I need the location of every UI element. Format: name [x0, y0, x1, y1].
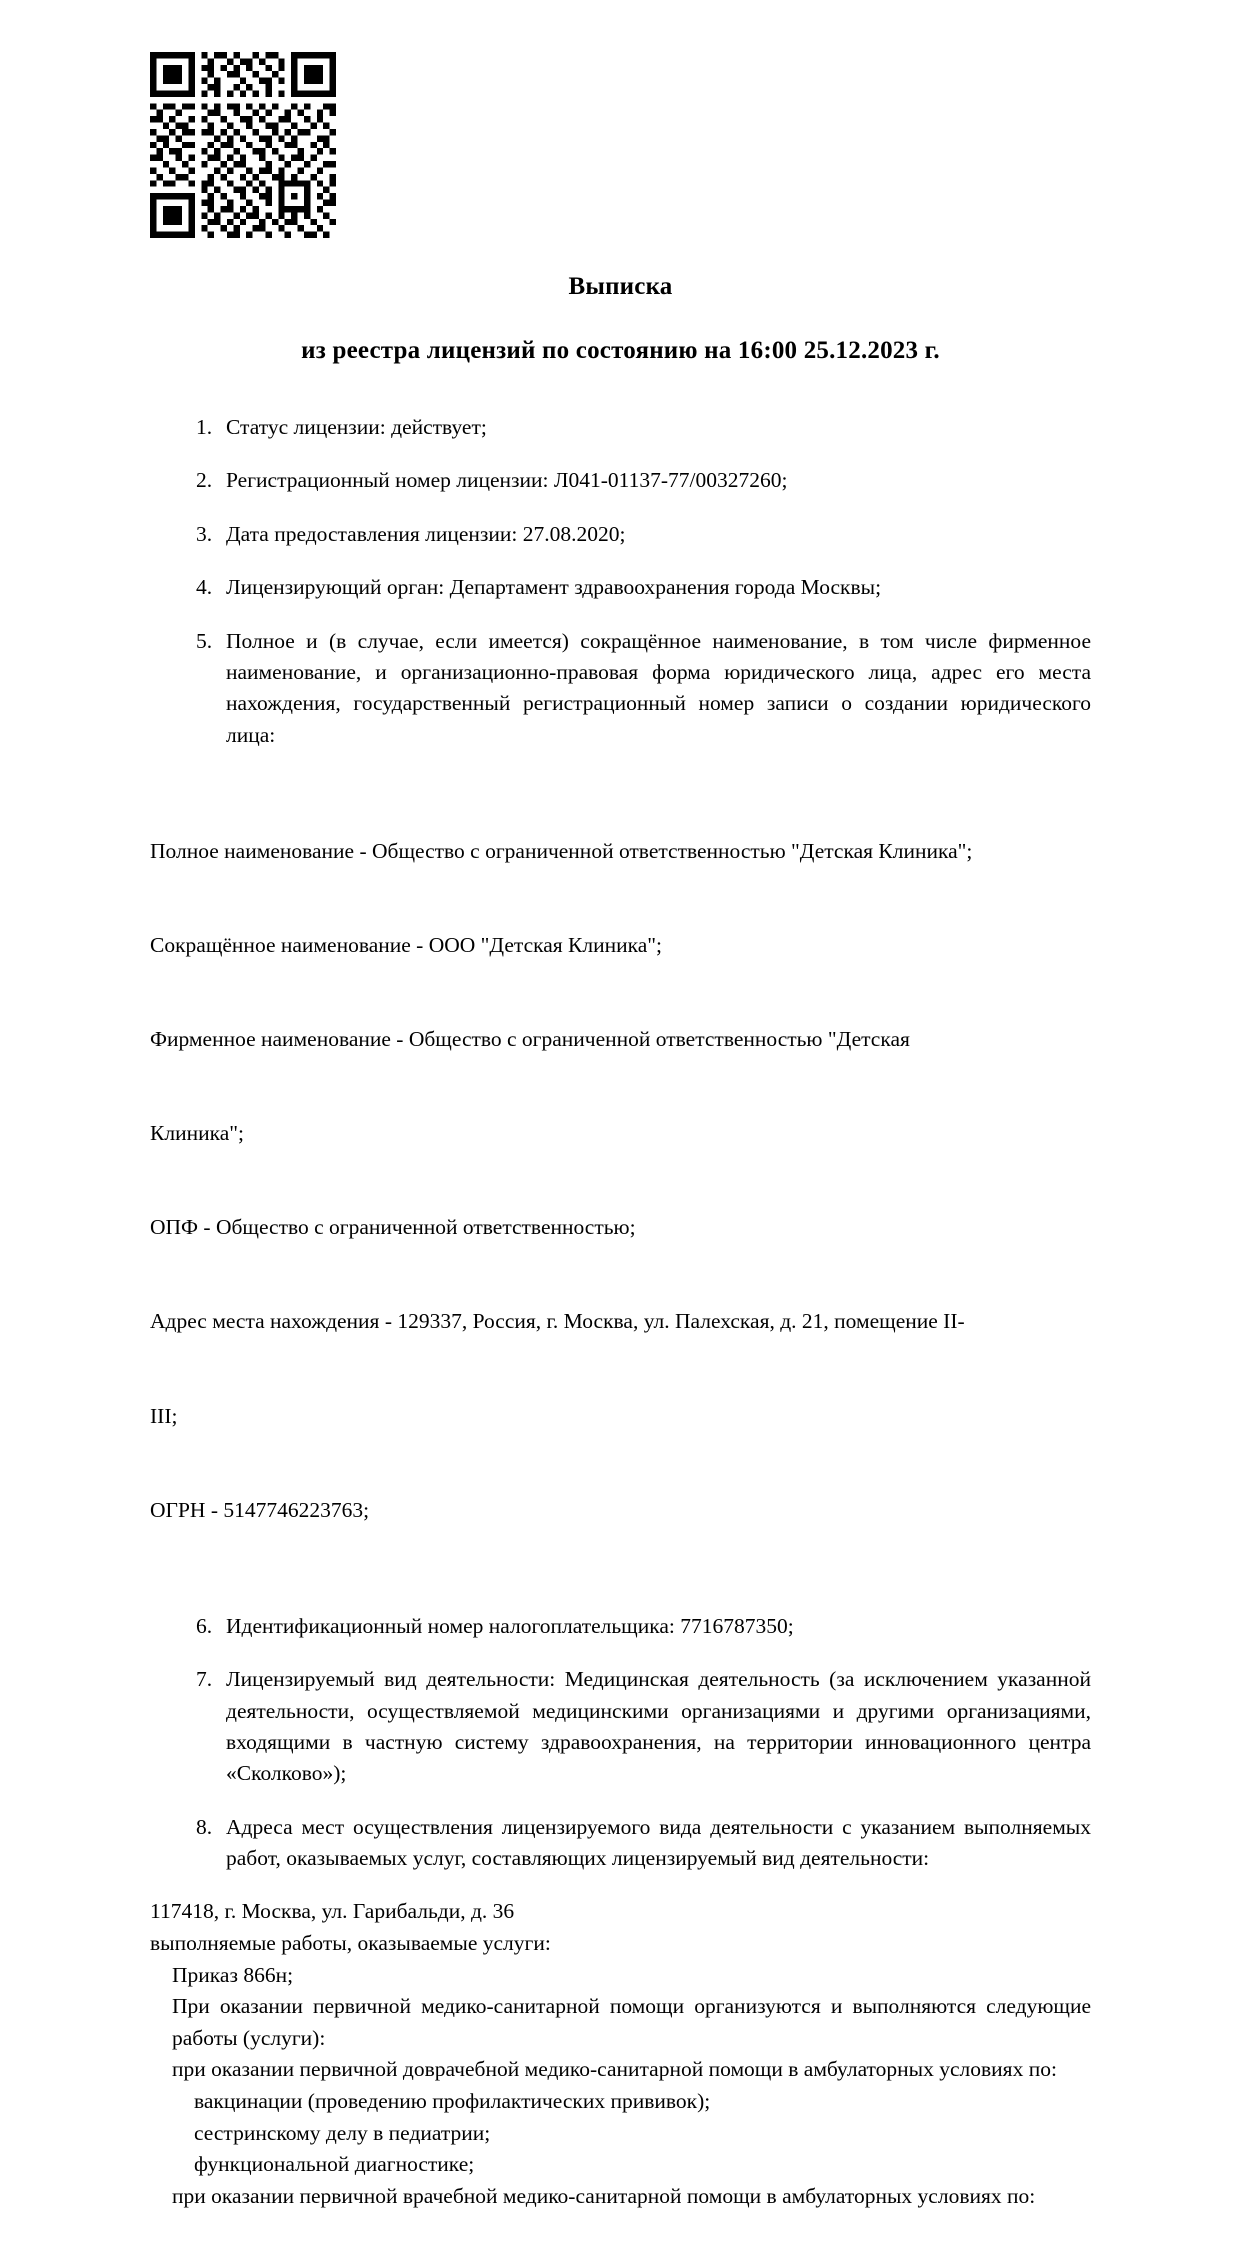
list-item [150, 1664, 1091, 1790]
service-line: При оказании первичной медико-санитарной помощи организуются и выполняются следующие работы (услуги): [172, 1994, 1091, 2050]
entity-line: Полное наименование - Общество с ограниченной ответственностью "Детская Клиника"; [150, 838, 973, 863]
service-line: при оказании первичной доврачебной медико-санитарной помощи в амбулаторных условиях по: [172, 2057, 1057, 2082]
entity-line: Фирменное наименование - Общество с ограниченной ответственностью "Детская [150, 1027, 910, 1051]
list-item [150, 465, 1091, 496]
entity-line: ОПФ - Общество с ограниченной ответственностью; [150, 1215, 636, 1240]
item-text: Дата предоставления лицензии: 27.08.2020; [226, 521, 626, 546]
item-text: Статус лицензии: действует; [226, 415, 487, 439]
item-text: Регистрационный номер лицензии: Л041-01137-77/00327260; [226, 468, 788, 493]
item-text: Адреса мест осуществления лицензируемого вида деятельности с указанием выполняемых работ, оказываемых услуг, составляющих лицензируемый вид деятельности: [226, 1814, 1091, 1870]
item-number: 6. [196, 1613, 213, 1638]
item-number: 3. [196, 521, 213, 546]
item-number: 1. [196, 415, 213, 439]
works-header: выполняемые работы, оказываемые услуги: [150, 1930, 551, 1955]
qr-code [150, 52, 336, 238]
item-number: 7. [196, 1667, 213, 1692]
list-item [150, 519, 1091, 550]
page-subtitle: из реестра лицензий по состоянию на 16:00 25.12.2023 г. [301, 337, 940, 364]
item-text: Идентификационный номер налогоплательщика: 7716787350; [226, 1613, 794, 1638]
entity-details-block [150, 773, 1091, 1589]
list-item [150, 572, 1091, 603]
item-number: 2. [196, 468, 213, 493]
item-number: 4. [196, 575, 213, 600]
item-number: 5. [196, 628, 213, 653]
entity-line: Адрес места нахождения - 129337, Россия, г. Москва, ул. Палехская, д. 21, помещение II- [150, 1309, 965, 1334]
page-title: Выписка [568, 273, 673, 300]
list-item [150, 1611, 1091, 1642]
service-line: Приказ 866н; [172, 1962, 294, 1987]
service-line: вакцинации (проведению профилактических прививок); [194, 2088, 711, 2113]
list-item [150, 626, 1091, 752]
service-line: при оказании первичной врачебной медико-санитарной помощи в амбулаторных условиях по: [172, 2183, 1036, 2208]
list-item [150, 412, 1091, 443]
entity-line: ОГРН - 5147746223763; [150, 1497, 370, 1522]
entity-line: Клиника"; [150, 1121, 244, 1146]
service-line: сестринскому делу в педиатрии; [194, 2120, 491, 2145]
entity-line: Сокращённое наименование - ООО "Детская Клиника"; [150, 932, 663, 957]
activity-address: 117418, г. Москва, ул. Гарибальди, д. 36 [150, 1899, 515, 1924]
qr-code-image [150, 52, 336, 238]
item-number: 8. [196, 1814, 213, 1839]
service-line: функциональной диагностике; [194, 2152, 475, 2177]
entity-line: III; [150, 1403, 178, 1428]
activity-address-block [150, 1896, 1091, 2212]
list-item [150, 1812, 1091, 1875]
item-text: Лицензирующий орган: Департамент здравоохранения города Москвы; [226, 575, 882, 600]
item-text: Лицензируемый вид деятельности: Медицинская деятельность (за исключением указанной деятельности, осуществляемой медицинскими организациями и другими организациями, входящими в частную систему здравоохранения, на территории инновационного центра «Сколково»); [226, 1667, 1091, 1786]
item-text: Полное и (в случае, если имеется) сокращённое наименование, в том числе фирменное наименование, и организационно-правовая форма юридического лица, адрес его места нахождения, государственный регистрационный номер записи о создании юридического лица: [226, 628, 1091, 747]
